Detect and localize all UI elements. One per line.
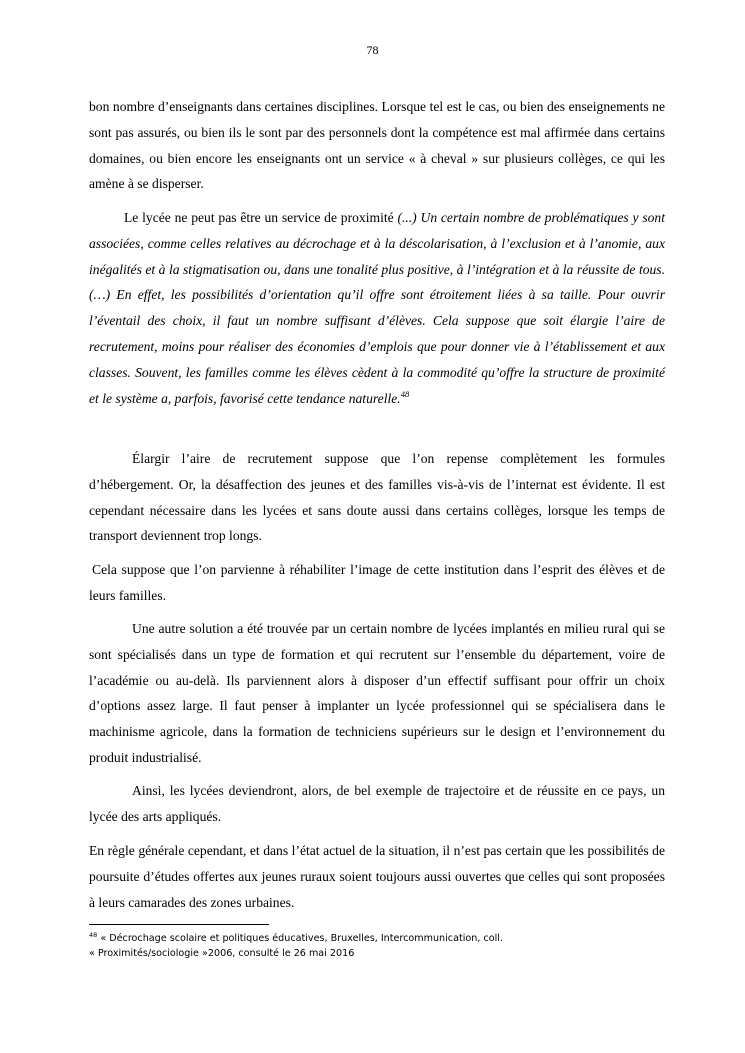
paragraph-6 xyxy=(89,778,665,830)
paragraph-5 xyxy=(89,616,665,771)
paragraph-2-lead: Le lycée ne peut pas être un service de proximité xyxy=(124,210,398,225)
footnote xyxy=(89,931,669,961)
paragraph-4 xyxy=(89,557,665,609)
paragraph-2-quotation: (...) Un certain nombre de problématiques y sont associées, comme celles relatives au décrochage et à la déscolarisation, à l’exclusion et à l’anomie, aux inégalités et à la stigmatisation ou, dans une tonalité plus positive, à l’intégration et à la réussite de tous. (…) En effet, les possibilités d’orientation qu’il offre sont étroitement liées à sa taille. Pour ouvrir l’éventail des choix, il faut un nombre suffisant d’élèves. Cela suppose que soit élargie l’aire de recrutement, moins pour réaliser des économies d’emplois que pour donner vie à l’établissement et aux classes. Souvent, les familles comme les élèves cèdent à la commodité qu’offre la structure de proximité et le système a, parfois, favorisé cette tendance naturelle. xyxy=(89,210,665,406)
footnote-line-2: « Proximités/sociologie »2006, consulté le 26 mai 2016 xyxy=(89,948,355,959)
paragraph-5-text: Une autre solution a été trouvée par un certain nombre de lycées implantés en milieu rural qui se sont spécialisés dans un type de formation et qui recrutent sur l’ensemble du département, voire de l’académie ou au-delà. Ils parviennent alors à disposer d’un effectif suffisant pour offrir un choix d’options assez large. Il faut penser à implanter un lycée professionnel qui se spécialisera dans le machinisme agricole, dans la formation de techniciens supérieurs sur le design et l’environnement du produit industrialisé. xyxy=(89,621,665,765)
paragraph-4-text: Cela suppose que l’on parvienne à réhabiliter l’image de cette institution dans l’esprit des élèves et de leurs familles. xyxy=(89,562,665,603)
footnote-separator xyxy=(89,924,269,925)
footnote-text-1: « Décrochage scolaire et politiques éducatives, Bruxelles, Intercommunication, coll. xyxy=(97,933,503,944)
footnote-reference[interactable]: 48 xyxy=(400,388,410,399)
paragraph-1 xyxy=(89,94,665,197)
paragraph-7-text: En règle générale cependant, et dans l’état actuel de la situation, il n’est pas certain que les possibilités de poursuite d’études offertes aux jeunes ruraux soient toujours aussi ouvertes que celles qui sont proposées à leurs camarades des zones urbaines. xyxy=(89,843,665,910)
paragraph-2-text xyxy=(89,205,665,411)
paragraph-6-text: Ainsi, les lycées deviendront, alors, de bel exemple de trajectoire et de réussite en ce pays, un lycée des arts appliqués. xyxy=(89,783,665,824)
paragraph-7 xyxy=(89,838,665,915)
paragraph-3 xyxy=(89,446,665,549)
paragraph-1-text: bon nombre d’enseignants dans certaines disciplines. Lorsque tel est le cas, ou bien des enseignements ne sont pas assurés, ou bien ils le sont par des personnels dont la compétence est mal affirmée dans certains domaines, ou bien encore les enseignants ont un service « à cheval » sur plusieurs collèges, ce qui les amène à se disperser. xyxy=(89,99,665,192)
paragraph-2-quote xyxy=(89,205,665,411)
footnote-number: 48 xyxy=(89,931,98,939)
paragraph-3-text: Élargir l’aire de recrutement suppose que l’on repense complètement les formules d’hébergement. Or, la désaffection des jeunes et des familles vis-à-vis de l’internat est évidente. Il est cependant nécessaire dans les lycées et sans doute aussi dans certains collèges, lorsque les temps de transport deviennent trop longs. xyxy=(89,451,665,544)
page-number: 78 xyxy=(366,43,379,57)
footnote-line-1 xyxy=(89,931,669,946)
